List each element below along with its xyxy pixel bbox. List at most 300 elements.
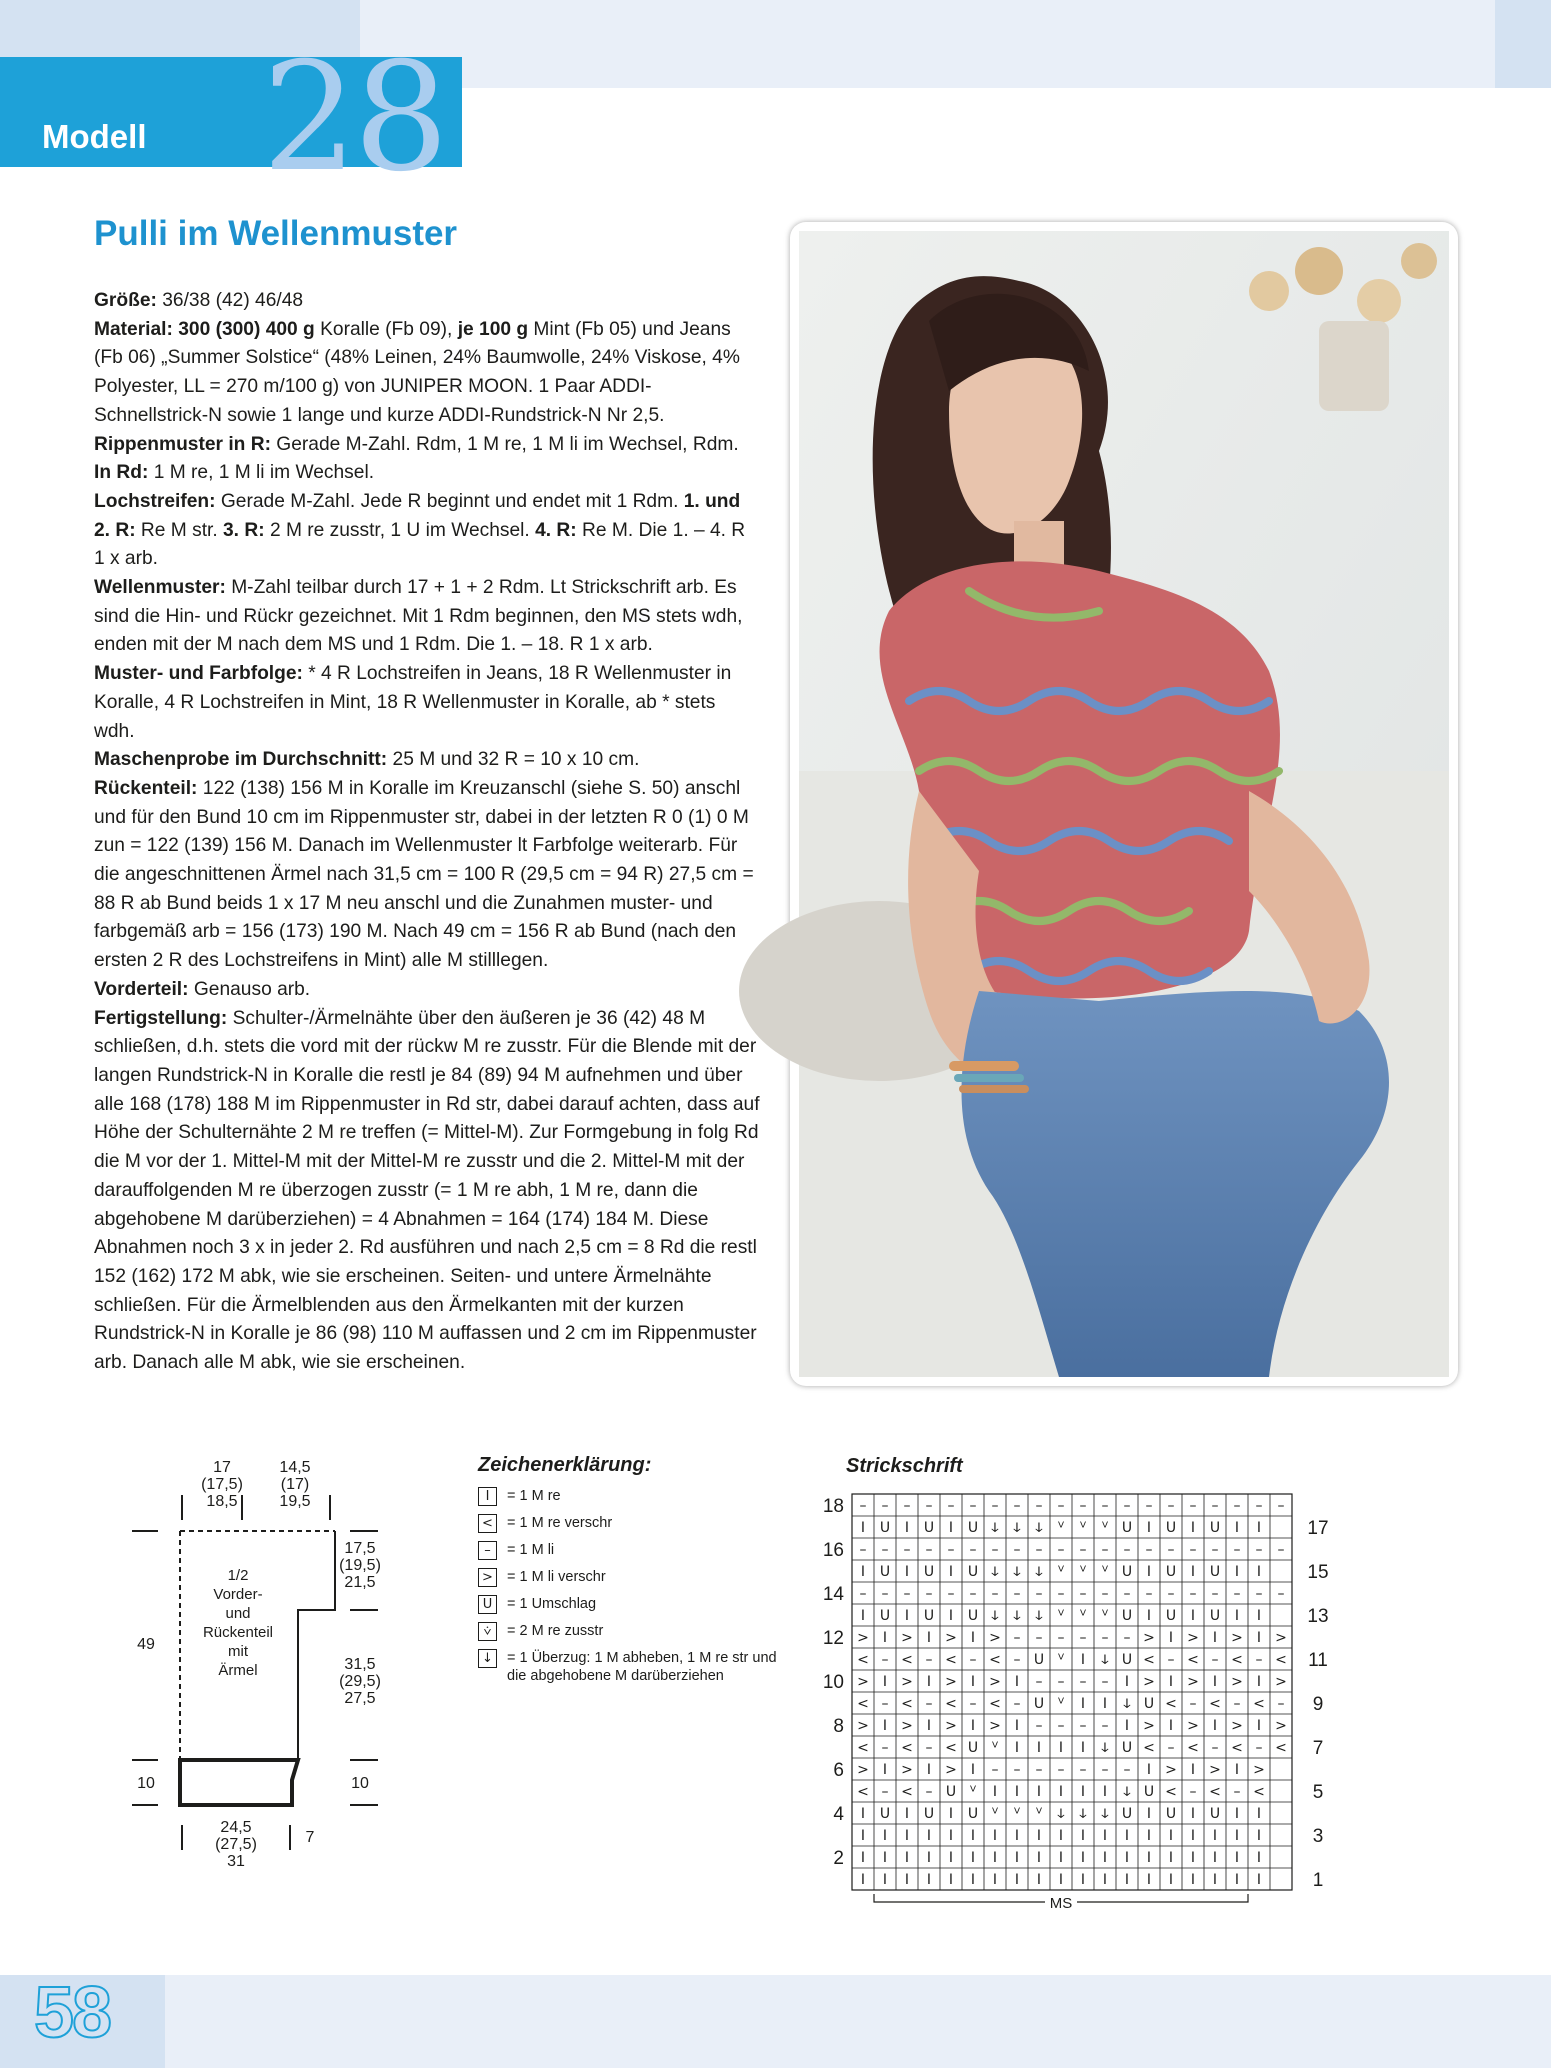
material-paragraph: Material: 300 (300) 400 g Koralle (Fb 09), je 100 g Mint (Fb 05) und Jeans (Fb 06) „Summer Solstice“ (48% Leinen, 24% Baumwolle, 24% Viskose, 4% Polyester, LL = 270 m/100 g) von JUNIPER MOON. 1 Paar ADDI-Schnellstrick-N sowie 1 lange und kurze ADDI-Rundstrick-N Nr 2,5. bbox=[94, 318, 740, 426]
chart-cell: U bbox=[1209, 1564, 1221, 1580]
chart-cell: > bbox=[1231, 1674, 1243, 1690]
chart-cell: I bbox=[1234, 1806, 1240, 1822]
dim-shoulder-3: 18,5 bbox=[206, 1493, 238, 1510]
chart-cell: < bbox=[1143, 1740, 1155, 1756]
chart-cell: > bbox=[1143, 1718, 1155, 1734]
legend-item bbox=[478, 1649, 778, 1685]
chart-cell: – bbox=[1233, 1542, 1241, 1558]
chart-cell: I bbox=[904, 1608, 910, 1624]
chart-cell: < bbox=[1143, 1652, 1155, 1668]
chart-cell: I bbox=[1256, 1718, 1262, 1734]
chart-cell: < bbox=[901, 1696, 913, 1712]
chart-cell: > bbox=[1187, 1674, 1199, 1690]
chart-cell: I bbox=[1102, 1784, 1108, 1800]
chart-cell: – bbox=[1057, 1762, 1065, 1778]
chart-cell: ↆ bbox=[1101, 1740, 1109, 1756]
chart-cell: ⱽ bbox=[1079, 1520, 1087, 1536]
chart-cell: I bbox=[1190, 1850, 1196, 1866]
knit-icon: I bbox=[478, 1487, 497, 1506]
chart-cell: – bbox=[969, 1498, 977, 1514]
legend-text: = 1 Überzug: 1 M abheben, 1 M re str und die abgehobene M darüberziehen bbox=[507, 1650, 777, 1684]
chart-cell: – bbox=[1079, 1630, 1087, 1646]
chart-cell: – bbox=[1101, 1630, 1109, 1646]
chart-cell: – bbox=[969, 1652, 977, 1668]
chart-cell: I bbox=[1014, 1850, 1020, 1866]
legend-item bbox=[478, 1487, 778, 1506]
legend-text: = 1 M li bbox=[507, 1542, 555, 1558]
chart-cell: ↆ bbox=[991, 1608, 999, 1624]
chart-cell: – bbox=[1013, 1696, 1021, 1712]
chart-cell: ↆ bbox=[1079, 1806, 1087, 1822]
chart-cell: I bbox=[1212, 1850, 1218, 1866]
chart-row-label: 18 bbox=[822, 1496, 844, 1517]
legend-list bbox=[478, 1487, 778, 1685]
chart-cell: I bbox=[1256, 1806, 1262, 1822]
chart-cell: I bbox=[1212, 1718, 1218, 1734]
chart-cell: – bbox=[1233, 1498, 1241, 1514]
chart-cell: < bbox=[1253, 1696, 1265, 1712]
schematic-label-3: und bbox=[225, 1605, 251, 1622]
chart-cell: ↆ bbox=[1101, 1652, 1109, 1668]
chart-cell: I bbox=[1146, 1850, 1152, 1866]
chart-cell: – bbox=[1013, 1498, 1021, 1514]
chart-cell: I bbox=[1014, 1784, 1020, 1800]
chart-cell: I bbox=[1036, 1784, 1042, 1800]
chart-cell: ↆ bbox=[991, 1520, 999, 1536]
chart-cell: – bbox=[859, 1586, 867, 1602]
chart-cell: I bbox=[1168, 1872, 1174, 1888]
chart-cell: – bbox=[1189, 1696, 1197, 1712]
chart-cell: I bbox=[1212, 1828, 1218, 1844]
model-photo bbox=[799, 231, 1449, 1377]
chart-cell: U bbox=[923, 1564, 935, 1580]
chart-cell: I bbox=[1014, 1740, 1020, 1756]
size-schematic bbox=[120, 1450, 440, 1880]
chart-cell: I bbox=[948, 1872, 954, 1888]
chart-cell: ⱽ bbox=[1057, 1608, 1065, 1624]
chart-cell: – bbox=[1211, 1740, 1219, 1756]
schematic-label-5: mit bbox=[228, 1643, 248, 1660]
chart-cell: < bbox=[901, 1652, 913, 1668]
chart-cell: – bbox=[1255, 1652, 1263, 1668]
chart-cell: I bbox=[1190, 1872, 1196, 1888]
chart-cell: – bbox=[1057, 1586, 1065, 1602]
chart-cell: > bbox=[945, 1630, 957, 1646]
chart-cell: I bbox=[860, 1806, 866, 1822]
chart-cell: I bbox=[1190, 1564, 1196, 1580]
page-number: 58 bbox=[34, 1973, 111, 2053]
chart-cell: ⱽ bbox=[991, 1740, 999, 1756]
chart-cell: – bbox=[1189, 1586, 1197, 1602]
chart-cell: I bbox=[1080, 1872, 1086, 1888]
chart-cell: I bbox=[1256, 1850, 1262, 1866]
colors-paragraph: Muster- und Farbfolge: * 4 R Lochstreifen in Jeans, 18 R Wellenmuster in Koralle, 4 R Lochstreifen in Mint, 18 R Wellenmuster in Koralle, ab * stets wdh. bbox=[94, 663, 732, 742]
chart-cell: – bbox=[925, 1740, 933, 1756]
chart-cell: I bbox=[1058, 1850, 1064, 1866]
chart-cell: < bbox=[1231, 1652, 1243, 1668]
repeat-label: MS bbox=[1049, 1895, 1073, 1912]
dim-width-2: (27,5) bbox=[215, 1836, 257, 1853]
chart-cell: I bbox=[1124, 1828, 1130, 1844]
chart-cell: – bbox=[1101, 1762, 1109, 1778]
chart-cell: – bbox=[903, 1586, 911, 1602]
k2tog-icon: ⩒ bbox=[478, 1622, 497, 1641]
chart-cell: I bbox=[1256, 1520, 1262, 1536]
dim-neck-1: 14,5 bbox=[279, 1459, 311, 1476]
chart-cell: – bbox=[925, 1652, 933, 1668]
chart-cell: I bbox=[1234, 1872, 1240, 1888]
chart-cell: – bbox=[1211, 1498, 1219, 1514]
chart-cell: – bbox=[1035, 1674, 1043, 1690]
chart-cell: U bbox=[1209, 1806, 1221, 1822]
chart-cell: < bbox=[1209, 1784, 1221, 1800]
chart-cell: I bbox=[1058, 1828, 1064, 1844]
chart-cell: U bbox=[1121, 1520, 1133, 1536]
dim-shoulder-2: (17,5) bbox=[201, 1476, 243, 1493]
chart-cell: I bbox=[1124, 1718, 1130, 1734]
chart-cell: > bbox=[1143, 1630, 1155, 1646]
chart-cell: > bbox=[945, 1674, 957, 1690]
chart-cell: ↆ bbox=[1101, 1806, 1109, 1822]
chart-cell: – bbox=[1035, 1718, 1043, 1734]
chart-cell: I bbox=[970, 1850, 976, 1866]
dim-side-3: 27,5 bbox=[344, 1690, 376, 1707]
chart-cell: I bbox=[948, 1608, 954, 1624]
chart-cell: I bbox=[1146, 1564, 1152, 1580]
chart-cell: I bbox=[1080, 1828, 1086, 1844]
chart-cell: I bbox=[1256, 1828, 1262, 1844]
chart-cell: < bbox=[857, 1784, 869, 1800]
chart-cell: I bbox=[1080, 1696, 1086, 1712]
legend-text: = 1 M li verschr bbox=[507, 1569, 606, 1585]
chart-cell: – bbox=[1123, 1630, 1131, 1646]
chart-cell: – bbox=[925, 1542, 933, 1558]
chart-cell: ↆ bbox=[1057, 1806, 1065, 1822]
chart-cell: I bbox=[1124, 1674, 1130, 1690]
chart-cell: I bbox=[948, 1828, 954, 1844]
chart-cell: U bbox=[1143, 1696, 1155, 1712]
chart-cell: > bbox=[857, 1718, 869, 1734]
chart-cell: I bbox=[1256, 1674, 1262, 1690]
dim-band-right: 10 bbox=[351, 1775, 369, 1792]
chart-cell: < bbox=[901, 1740, 913, 1756]
chart-cell: > bbox=[1209, 1762, 1221, 1778]
dim-hem: 7 bbox=[305, 1829, 315, 1846]
dim-sleeve-2: (19,5) bbox=[339, 1557, 381, 1574]
chart-cell: I bbox=[926, 1872, 932, 1888]
front-paragraph: Vorderteil: Genauso arb. bbox=[94, 978, 311, 1000]
chart-cell: < bbox=[1165, 1696, 1177, 1712]
legend-title: Zeichenerklärung: bbox=[478, 1454, 652, 1476]
chart-cell: I bbox=[948, 1520, 954, 1536]
chart-cell: – bbox=[1211, 1542, 1219, 1558]
chart-cell: U bbox=[879, 1806, 891, 1822]
chart-cell: ↆ bbox=[1013, 1520, 1021, 1536]
chart-cell: U bbox=[1209, 1608, 1221, 1624]
chart-cell: – bbox=[925, 1586, 933, 1602]
chart-cell: – bbox=[1035, 1586, 1043, 1602]
chart-cell: – bbox=[1101, 1586, 1109, 1602]
chart-cell: I bbox=[1212, 1630, 1218, 1646]
chart-cell: I bbox=[1146, 1520, 1152, 1536]
chart-cell: I bbox=[1146, 1872, 1152, 1888]
chart-cell: I bbox=[1014, 1828, 1020, 1844]
chart-cell: < bbox=[1231, 1740, 1243, 1756]
chart-cell: I bbox=[1190, 1608, 1196, 1624]
chart-cell: I bbox=[1080, 1652, 1086, 1668]
chart-cell: U bbox=[1165, 1806, 1177, 1822]
chart-row-label: 5 bbox=[1312, 1782, 1324, 1803]
chart-row-label: 6 bbox=[833, 1760, 844, 1781]
chart-cell: – bbox=[1101, 1718, 1109, 1734]
chart-cell: ↆ bbox=[1013, 1564, 1021, 1580]
chart-cell: – bbox=[1145, 1586, 1153, 1602]
chart-cell: U bbox=[1033, 1652, 1045, 1668]
chart-cell: < bbox=[857, 1696, 869, 1712]
chart-cell: ⱽ bbox=[1057, 1564, 1065, 1580]
chart-cell: ⱽ bbox=[1057, 1520, 1065, 1536]
chart-cell: > bbox=[1253, 1762, 1265, 1778]
chart-cell: ↆ bbox=[1035, 1608, 1043, 1624]
chart-cell: > bbox=[945, 1762, 957, 1778]
chart-cell: I bbox=[860, 1520, 866, 1536]
legend-text: = 1 Umschlag bbox=[507, 1596, 597, 1612]
chart-cell: – bbox=[881, 1542, 889, 1558]
chart-cell: – bbox=[1035, 1630, 1043, 1646]
dim-neck-2: (17) bbox=[280, 1476, 310, 1493]
chart-cell: – bbox=[1189, 1542, 1197, 1558]
chart-cell: I bbox=[904, 1872, 910, 1888]
chart-cell: I bbox=[882, 1762, 888, 1778]
chart-cell: – bbox=[1057, 1498, 1065, 1514]
chart-cell: I bbox=[1168, 1718, 1174, 1734]
chart-cell: U bbox=[967, 1740, 979, 1756]
chart-cell: – bbox=[881, 1740, 889, 1756]
chart-row-label: 13 bbox=[1307, 1606, 1329, 1627]
chart-cell: > bbox=[901, 1674, 913, 1690]
chart-cell: I bbox=[1146, 1828, 1152, 1844]
chart-cell: ⱽ bbox=[1035, 1806, 1043, 1822]
chart-cell: U bbox=[967, 1564, 979, 1580]
chart-cell: < bbox=[1187, 1740, 1199, 1756]
chart-cell: – bbox=[1211, 1586, 1219, 1602]
chart-cell: I bbox=[1168, 1828, 1174, 1844]
chart-cell: – bbox=[1079, 1542, 1087, 1558]
chart-cell: < bbox=[1165, 1784, 1177, 1800]
chart-cell: – bbox=[1013, 1762, 1021, 1778]
wave-paragraph: Wellenmuster: M-Zahl teilbar durch 17 + 1 + 2 Rdm. Lt Strickschrift arb. Es sind die Hin- und Rückr gezeichnet. Mit 1 Rdm beginnen, den MS stets wdh, enden mit der M nach dem MS und 1 Rdm. Die 1. – 18. R 1 x arb. bbox=[94, 577, 743, 656]
chart-row-label: 11 bbox=[1308, 1650, 1328, 1671]
chart-row-label: 2 bbox=[833, 1848, 844, 1869]
legend-item bbox=[478, 1514, 778, 1533]
chart-row-label: 7 bbox=[1312, 1738, 1324, 1759]
chart-cell: ↆ bbox=[1013, 1608, 1021, 1624]
chart-cell: I bbox=[948, 1850, 954, 1866]
back-paragraph: Rückenteil: 122 (138) 156 M in Koralle im Kreuzanschl (siehe S. 50) anschl und für den Bund 10 cm im Rippenmuster str, dabei in der letzten R 0 (1) 0 M zun = 122 (139) 156 M. Danach im Wellenmuster lt Farbfolge weiterarb. Für die angeschnittenen Ärmel nach 31,5 cm = 100 R (29,5 cm = 94 R) 27,5 cm = 88 R ab Bund beids 1 x 17 M neu anschl und die Zunahmen muster- und farbgemäß arb = 156 (173) 190 M. Nach 49 cm = 156 R ab Bund (nach den ersten 2 R des Lochstreifens in Mint) alle M stilllegen. bbox=[94, 777, 754, 972]
chart-cell: – bbox=[859, 1498, 867, 1514]
chart-cell: U bbox=[879, 1608, 891, 1624]
chart-cell: – bbox=[1255, 1498, 1263, 1514]
photo-frame bbox=[790, 222, 1458, 1386]
chart-cell: – bbox=[991, 1542, 999, 1558]
chart-cell: ⱽ bbox=[991, 1806, 999, 1822]
purl-crossed-icon: > bbox=[478, 1568, 497, 1587]
chart-cell: – bbox=[1079, 1762, 1087, 1778]
chart-cell: I bbox=[860, 1564, 866, 1580]
chart-cell: – bbox=[1057, 1630, 1065, 1646]
schematic-label-1: 1/2 bbox=[227, 1567, 249, 1584]
chart-cell: I bbox=[1080, 1740, 1086, 1756]
chart-row-label: 3 bbox=[1312, 1826, 1324, 1847]
chart-cell: I bbox=[1102, 1872, 1108, 1888]
chart-cell: I bbox=[926, 1674, 932, 1690]
chart-cell: U bbox=[1143, 1784, 1155, 1800]
dim-side-1: 31,5 bbox=[344, 1656, 376, 1673]
model-number: 28 bbox=[262, 31, 445, 205]
chart-cell: U bbox=[1121, 1608, 1133, 1624]
chart-cell: – bbox=[947, 1542, 955, 1558]
rib-paragraph: Rippenmuster in R: Gerade M-Zahl. Rdm, 1 M re, 1 M li im Wechsel, Rdm. bbox=[94, 433, 739, 455]
chart-cell: U bbox=[967, 1806, 979, 1822]
chart-cell: < bbox=[945, 1652, 957, 1668]
chart-cell: ↆ bbox=[1123, 1784, 1131, 1800]
chart-cell: ⱽ bbox=[1101, 1520, 1109, 1536]
chart-cell: – bbox=[1013, 1652, 1021, 1668]
chart-cell: U bbox=[923, 1608, 935, 1624]
chart-cell: – bbox=[1123, 1498, 1131, 1514]
chart-cell: < bbox=[945, 1696, 957, 1712]
chart-cell: I bbox=[1058, 1872, 1064, 1888]
chart-cell: I bbox=[1102, 1696, 1108, 1712]
chart-cell: – bbox=[1167, 1740, 1175, 1756]
chart-cell: – bbox=[1079, 1674, 1087, 1690]
chart-cell: U bbox=[1165, 1520, 1177, 1536]
chart-cell: – bbox=[1123, 1762, 1131, 1778]
legend-text: = 1 M re verschr bbox=[507, 1515, 613, 1531]
page-title: Pulli im Wellenmuster bbox=[94, 214, 458, 253]
footer-band bbox=[0, 1975, 1551, 2068]
chart-cell: > bbox=[989, 1674, 1001, 1690]
chart-cell: I bbox=[882, 1718, 888, 1734]
chart-cell: I bbox=[860, 1608, 866, 1624]
chart-cell: I bbox=[1036, 1850, 1042, 1866]
schematic-label-4: Rückenteil bbox=[202, 1624, 274, 1641]
chart-cell: – bbox=[1167, 1652, 1175, 1668]
chart-cell: I bbox=[970, 1674, 976, 1690]
chart-cell: > bbox=[901, 1718, 913, 1734]
chart-cell: I bbox=[1146, 1762, 1152, 1778]
chart-cell: – bbox=[1013, 1542, 1021, 1558]
chart-cell: > bbox=[945, 1718, 957, 1734]
chart-cell: I bbox=[1146, 1608, 1152, 1624]
chart-cell: – bbox=[1233, 1586, 1241, 1602]
chart-cell: I bbox=[1080, 1784, 1086, 1800]
eyelet-paragraph: Lochstreifen: Gerade M-Zahl. Jede R beginnt und endet mit 1 Rdm. 1. und 2. R: Re M str. 3. R: 2 M re zusstr, 1 U im Wechsel. 4. R: Re M. Die 1. – 4. R 1 x arb. bbox=[94, 490, 746, 570]
chart-row-label: 4 bbox=[833, 1804, 844, 1825]
dim-sleeve-3: 21,5 bbox=[344, 1574, 376, 1591]
chart-cell: I bbox=[882, 1630, 888, 1646]
chart-cell: – bbox=[947, 1586, 955, 1602]
chart-cell: I bbox=[1168, 1674, 1174, 1690]
chart-cell: > bbox=[1187, 1630, 1199, 1646]
chart-cell: < bbox=[1275, 1652, 1287, 1668]
chart-cell: U bbox=[945, 1784, 957, 1800]
chart-cell: ⱽ bbox=[1013, 1806, 1021, 1822]
model-label: Modell bbox=[42, 118, 147, 155]
chart-cell: > bbox=[857, 1762, 869, 1778]
schematic-label-2: Vorder- bbox=[213, 1586, 263, 1603]
chart-cell: ↆ bbox=[991, 1564, 999, 1580]
chart-cell: – bbox=[1189, 1498, 1197, 1514]
chart-cell: I bbox=[1124, 1850, 1130, 1866]
chart-cell: I bbox=[882, 1828, 888, 1844]
chart-cell: – bbox=[1101, 1674, 1109, 1690]
chart-cell: I bbox=[1234, 1520, 1240, 1536]
chart-cell: I bbox=[904, 1806, 910, 1822]
chart-row-label: 1 bbox=[1312, 1870, 1324, 1891]
chart-cell: U bbox=[1121, 1806, 1133, 1822]
chart-cell: I bbox=[970, 1872, 976, 1888]
chart-cell: – bbox=[1101, 1542, 1109, 1558]
chart-cell: – bbox=[1057, 1718, 1065, 1734]
chart-cell: – bbox=[859, 1542, 867, 1558]
legend-item bbox=[478, 1541, 778, 1560]
chart-cell: I bbox=[1146, 1806, 1152, 1822]
legend-text: = 2 M re zusstr bbox=[507, 1623, 604, 1639]
chart-cell: I bbox=[1036, 1740, 1042, 1756]
chart-cell: I bbox=[1190, 1520, 1196, 1536]
chart-cell: I bbox=[1014, 1718, 1020, 1734]
chart-cell: I bbox=[948, 1806, 954, 1822]
chart-cell: I bbox=[1190, 1806, 1196, 1822]
chart-cell: > bbox=[1231, 1630, 1243, 1646]
chart-cell: > bbox=[901, 1630, 913, 1646]
chart-cell: I bbox=[860, 1850, 866, 1866]
chart-cell: I bbox=[992, 1872, 998, 1888]
chart-cell: I bbox=[1124, 1872, 1130, 1888]
chart-cell: ↆ bbox=[1035, 1564, 1043, 1580]
chart-cell: – bbox=[1079, 1498, 1087, 1514]
chart-cell: U bbox=[967, 1520, 979, 1536]
chart-cell: I bbox=[904, 1520, 910, 1536]
chart-cell: – bbox=[881, 1784, 889, 1800]
dim-shoulder-1: 17 bbox=[213, 1459, 231, 1476]
symbol-legend bbox=[478, 1454, 778, 1693]
chart-cell: I bbox=[1102, 1850, 1108, 1866]
chart-cell: < bbox=[1275, 1740, 1287, 1756]
chart-cell: – bbox=[1233, 1784, 1241, 1800]
chart-cell: I bbox=[1234, 1608, 1240, 1624]
dim-height: 49 bbox=[137, 1636, 155, 1653]
chart-cell: I bbox=[1234, 1850, 1240, 1866]
chart-cell: – bbox=[947, 1498, 955, 1514]
dim-band-left: 10 bbox=[137, 1775, 155, 1792]
chart-cell: – bbox=[1189, 1784, 1197, 1800]
chart-cell: – bbox=[1277, 1696, 1285, 1712]
chart-cell: I bbox=[1036, 1828, 1042, 1844]
chart-cell: ⱽ bbox=[1079, 1564, 1087, 1580]
chart-row-label: 14 bbox=[822, 1584, 844, 1605]
dim-neck-3: 19,5 bbox=[279, 1493, 311, 1510]
chart-cell: I bbox=[1168, 1850, 1174, 1866]
chart-cell: U bbox=[1209, 1520, 1221, 1536]
chart-cell: – bbox=[1035, 1762, 1043, 1778]
legend-item bbox=[478, 1622, 778, 1641]
chart-cell: I bbox=[1256, 1630, 1262, 1646]
chart-cell: I bbox=[926, 1828, 932, 1844]
yarn-over-icon: U bbox=[478, 1595, 497, 1614]
chart-cell: I bbox=[926, 1762, 932, 1778]
